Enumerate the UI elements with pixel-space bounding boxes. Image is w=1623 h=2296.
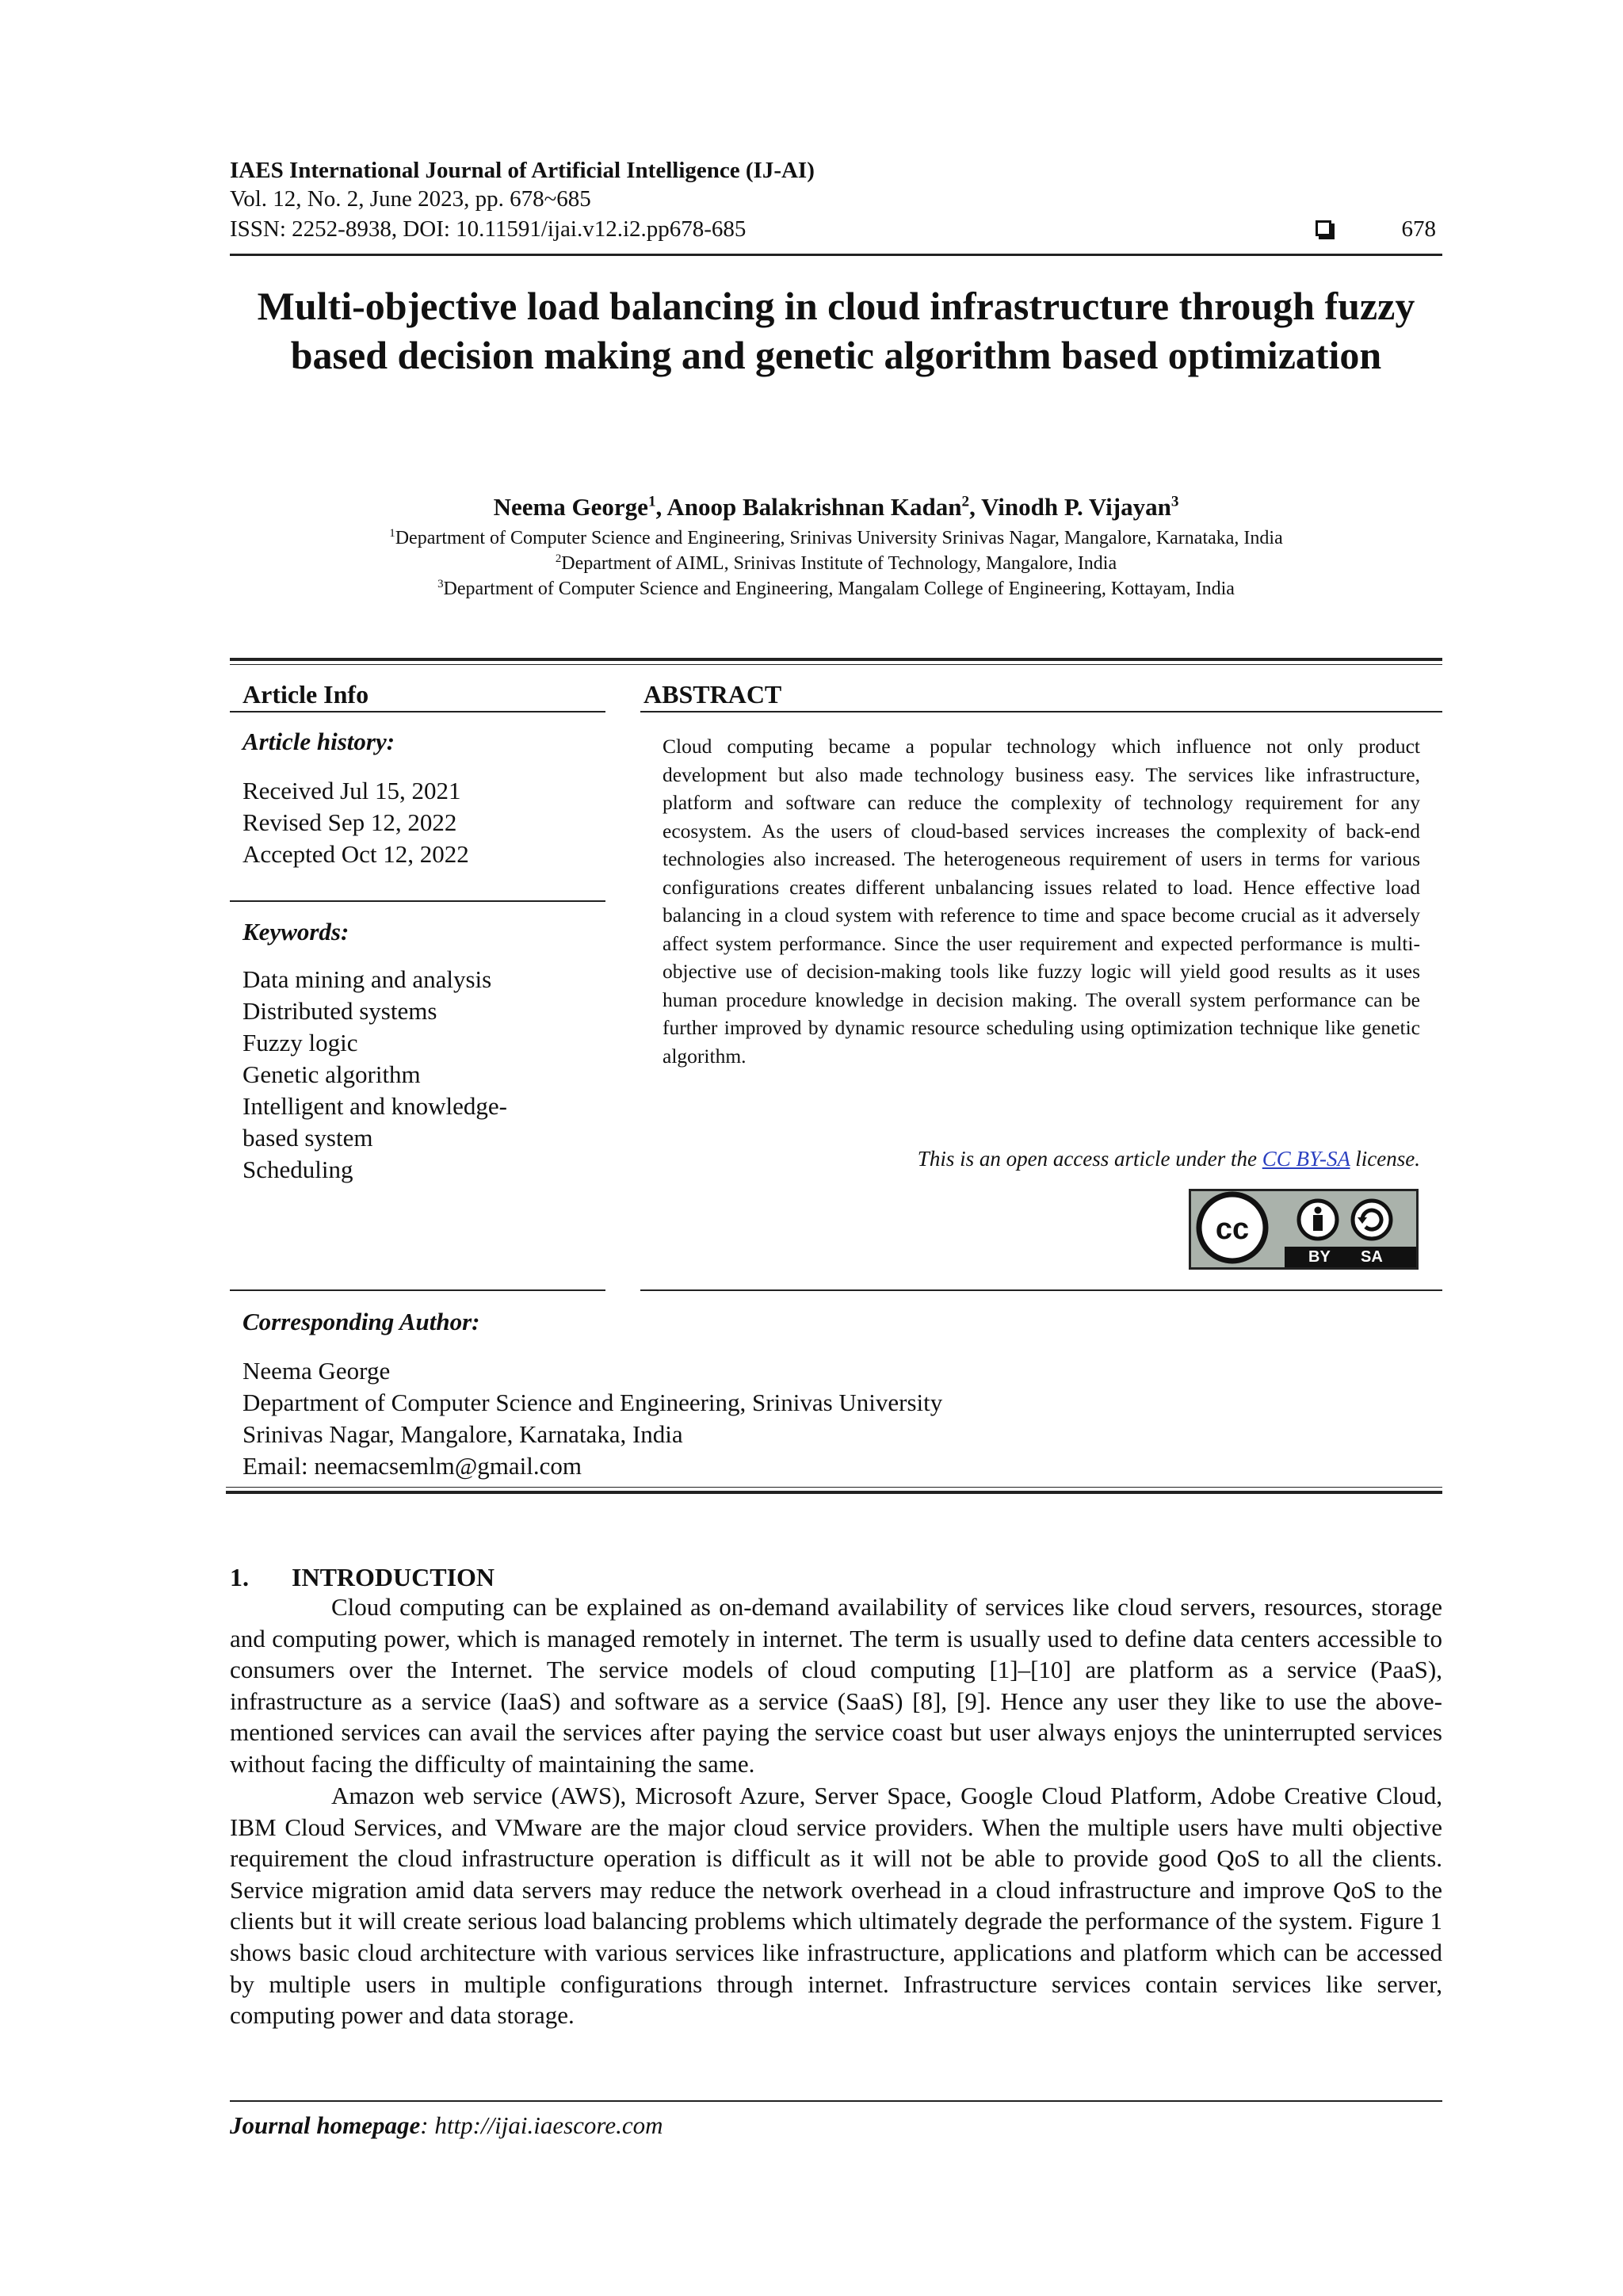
affiliation-text: Department of Computer Science and Engineering, Srinivas University Srinivas Nagar, Mangalore, Karnataka, India: [395, 528, 1283, 548]
page-number: 678: [1401, 216, 1436, 242]
license-link[interactable]: CC BY-SA: [1262, 1147, 1350, 1171]
keyword-item: Genetic algorithm: [242, 1060, 421, 1088]
history-item: Revised Sep 12, 2022: [242, 808, 457, 836]
affiliation: [230, 577, 1442, 601]
section-number: 1.: [230, 1563, 249, 1591]
author-name: Anoop Balakrishnan Kadan: [666, 493, 962, 521]
section-title: INTRODUCTION: [292, 1563, 495, 1591]
section-rule: [226, 1487, 1442, 1488]
author-separator: ,: [969, 493, 982, 521]
affiliation: [230, 526, 1442, 550]
abstract-heading: ABSTRACT: [643, 680, 782, 709]
author-name: Vinodh P. Vijayan: [981, 493, 1171, 521]
corresponding-line: Srinivas Nagar, Mangalore, Karnataka, India: [242, 1420, 683, 1448]
sa-label: SA: [1361, 1248, 1383, 1266]
keyword-item: Scheduling: [242, 1156, 353, 1183]
journal-name: IAES International Journal of Artificial Intelligence (IJ-AI): [230, 158, 815, 183]
affiliation-text: Department of Computer Science and Engineering, Mangalam College of Engineering, Kottayam, India: [443, 579, 1235, 599]
keyword-item: Data mining and analysis: [242, 965, 492, 993]
by-label: BY: [1308, 1248, 1331, 1266]
affiliation-superscript: 2: [555, 552, 562, 565]
author-superscript: 2: [961, 493, 970, 510]
abstract-text: Cloud computing became a popular technology which influence not only product development but also made technology business easy. The services like infrastructure, platform and software can reduce the complexity of technology requirement for any ecosystem. As the users of cloud-based services increases the complexity of back-end technologies also increased. The heterogeneous requirement of users in terms for various configurations creates different unbalancing issues related to load. Hence effective load balancing in a cloud system with reference to time and space become crucial as it adversely affect system performance. Since the user requirement and expected performance is multi-objective use of decision-making tools like fuzzy logic will yield good results as it uses human procedure knowledge in decision making. The overall system performance can be further improved by dynamic resource scheduling using optimization technique like genetic algorithm.: [663, 735, 1420, 1068]
author-superscript: 3: [1170, 493, 1179, 510]
corresponding-line: Department of Computer Science and Engineering, Srinivas University: [242, 1389, 943, 1416]
history-item: Accepted Oct 12, 2022: [242, 840, 469, 868]
share-alike-icon: [1353, 1201, 1391, 1239]
author-list: [230, 493, 1442, 521]
column-rule: [640, 1289, 1442, 1291]
header-rule: [230, 254, 1442, 256]
article-history-list: [242, 775, 469, 870]
checkbox-square-icon: [1316, 220, 1331, 236]
cc-text: cc: [1215, 1213, 1250, 1246]
section-rule: [226, 1491, 1442, 1494]
section-rule: [230, 658, 1442, 661]
license-statement: [663, 1145, 1420, 1172]
keywords-heading: Keywords:: [242, 918, 349, 946]
introduction-heading: [230, 1563, 495, 1591]
corresponding-line: Neema George: [242, 1357, 391, 1385]
license-prefix: This is an open access article under the: [917, 1147, 1262, 1171]
history-item: Received Jul 15, 2021: [242, 777, 461, 804]
column-rule: [230, 900, 605, 902]
homepage-label: Journal homepage: [230, 2111, 421, 2139]
article-info-heading: Article Info: [242, 680, 369, 709]
keyword-item: Distributed systems: [242, 997, 437, 1025]
column-rule: [640, 711, 1442, 712]
author-separator: ,: [655, 493, 667, 521]
section-rule: [230, 664, 1442, 665]
affiliation: [230, 552, 1442, 575]
body-paragraph: Cloud computing can be explained as on-demand availability of services like cloud servers, resources, storage and computing power, which is managed remotely in internet. The term is usually used to define data centers accessible to consumers over the Internet. The service models of cloud computing [1]–[10] are platform as a service (PaaS), infrastructure as a service (IaaS) and software as a service (SaaS) [8], [9]. Hence any user they like to use the above-mentioned services can avail the services after paying the service coast but user always enjoys the uninterrupted services without facing the difficulty of maintaining the same.: [230, 1593, 1442, 1778]
article-history-heading: Article history:: [242, 728, 395, 755]
homepage-url[interactable]: : http://ijai.iaescore.com: [420, 2111, 663, 2139]
keywords-list: [242, 964, 507, 1186]
license-suffix: license.: [1350, 1147, 1420, 1171]
column-rule: [230, 711, 605, 712]
body-paragraph: Amazon web service (AWS), Microsoft Azure, Server Space, Google Cloud Platform, Adobe Creative Cloud, IBM Cloud Services, and VMware are the major cloud service providers. When the multiple users have multi objective requirement the cloud infrastructure operation is difficult as it will not be able to provide good QoS to all the clients. Service migration amid data servers may reduce the network overhead in a cloud infrastructure and improve QoS to the clients but it will create serious load balancing problems which ultimately degrade the performance of the system. Figure 1 shows basic cloud architecture with various services like infrastructure, applications and platform which can be accessed by multiple users in multiple configurations through internet. Infrastructure services contain services like server, computing power and data storage.: [230, 1782, 1442, 2030]
keyword-item: Intelligent and knowledge-: [242, 1092, 508, 1120]
affiliation-superscript: 3: [437, 578, 444, 590]
author-name: Neema George: [493, 493, 648, 521]
keyword-item: Fuzzy logic: [242, 1029, 358, 1056]
column-rule: [230, 1289, 605, 1291]
author-superscript: 1: [647, 493, 656, 510]
corresponding-line: Email: neemacsemlm@gmail.com: [242, 1452, 582, 1480]
journal-homepage: [230, 2111, 663, 2140]
journal-volume: Vol. 12, No. 2, June 2023, pp. 678~685: [230, 186, 591, 212]
journal-issn: ISSN: 2252-8938, DOI: 10.11591/ijai.v12.i2.pp678-685: [230, 216, 747, 242]
corresponding-author-details: [242, 1355, 942, 1482]
cc-by-sa-badge[interactable]: [1189, 1189, 1419, 1270]
paper-title: Multi-objective load balancing in cloud infrastructure through fuzzy based decision making and genetic algorithm based optimization: [257, 284, 1415, 377]
affiliation-text: Department of AIML, Srinivas Institute of Technology, Mangalore, India: [561, 553, 1117, 574]
affiliation-superscript: 1: [389, 527, 395, 540]
footer-rule: [230, 2100, 1442, 2102]
keyword-item: based system: [242, 1124, 373, 1152]
corresponding-author-heading: Corresponding Author:: [242, 1308, 480, 1335]
cc-badge-label-bar: [1285, 1247, 1416, 1267]
